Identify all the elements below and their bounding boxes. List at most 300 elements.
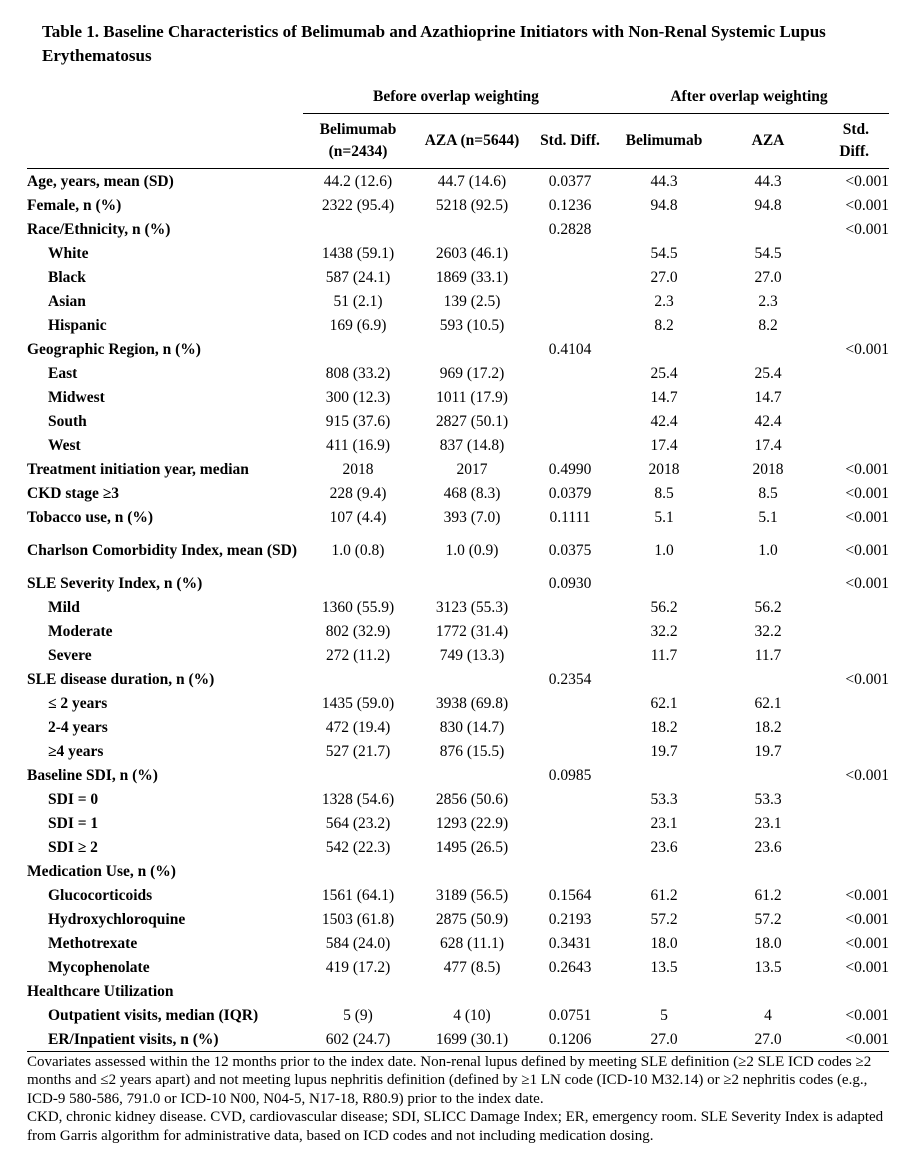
row-label: Moderate bbox=[48, 622, 113, 640]
cell-aza-after: 94.8 bbox=[754, 196, 782, 214]
cell-aza-after: 19.7 bbox=[754, 742, 782, 760]
table-row bbox=[27, 409, 889, 433]
cell-aza-before bbox=[413, 337, 531, 361]
cell-aza-before: 1699 (30.1) bbox=[413, 1027, 531, 1052]
table-row bbox=[27, 265, 889, 289]
cell-std-diff-before: 0.1111 bbox=[549, 508, 591, 526]
cell-std-diff-after bbox=[817, 265, 889, 289]
cell-belimumab-after: 8.5 bbox=[654, 484, 674, 502]
cell-aza-after bbox=[719, 337, 817, 361]
cell-belimumab-after: 61.2 bbox=[650, 886, 678, 904]
cell-belimumab-after bbox=[609, 571, 719, 595]
cell-belimumab-before: 527 (21.7) bbox=[325, 742, 391, 760]
cell-belimumab-after: 13.5 bbox=[650, 958, 678, 976]
cell-aza-before: 593 (10.5) bbox=[439, 316, 505, 334]
column-header-std-diff-before: Std. Diff. bbox=[531, 114, 609, 169]
cell-aza-after bbox=[719, 217, 817, 241]
column-header-aza-before: AZA (n=5644) bbox=[413, 114, 531, 169]
cell-aza-before: 44.7 (14.6) bbox=[437, 172, 507, 190]
table-row bbox=[27, 739, 889, 763]
cell-aza-after: 27.0 bbox=[754, 268, 782, 286]
row-label: ≥4 years bbox=[48, 742, 104, 760]
row-label: SDI ≥ 2 bbox=[48, 838, 98, 856]
cell-aza-before: 1869 (33.1) bbox=[435, 268, 509, 286]
cell-std-diff-before bbox=[531, 787, 609, 811]
cell-belimumab-after bbox=[609, 337, 719, 361]
cell-aza-after: 8.2 bbox=[758, 316, 778, 334]
cell-std-diff-after bbox=[817, 313, 889, 337]
cell-aza-after: 54.5 bbox=[754, 244, 782, 262]
cell-std-diff-after bbox=[817, 835, 889, 859]
cell-aza-before: 3123 (55.3) bbox=[435, 598, 509, 616]
cell-aza-after bbox=[719, 979, 817, 1003]
row-label: Baseline SDI, n (%) bbox=[27, 766, 158, 784]
cell-aza-after: 44.3 bbox=[754, 172, 782, 190]
table-row bbox=[27, 787, 889, 811]
table-row bbox=[27, 595, 889, 619]
cell-std-diff-after bbox=[817, 739, 889, 763]
row-label: Hydroxychloroquine bbox=[48, 910, 186, 928]
cell-std-diff-after: <0.001 bbox=[845, 196, 890, 214]
row-label: Tobacco use, n (%) bbox=[27, 508, 154, 526]
row-label: Female, n (%) bbox=[27, 196, 122, 214]
cell-aza-after: 23.6 bbox=[754, 838, 782, 856]
cell-std-diff-before bbox=[531, 643, 609, 667]
table-row bbox=[27, 361, 889, 385]
table-row bbox=[27, 715, 889, 739]
cell-aza-after: 13.5 bbox=[754, 958, 782, 976]
cell-aza-before: 1495 (26.5) bbox=[435, 838, 509, 856]
cell-std-diff-before: 0.2828 bbox=[548, 220, 592, 238]
row-label: Severe bbox=[48, 646, 92, 664]
cell-aza-before: 2827 (50.1) bbox=[435, 412, 509, 430]
cell-aza-before: 2017 bbox=[456, 460, 488, 478]
cell-std-diff-before: 0.0930 bbox=[548, 574, 592, 592]
cell-belimumab-before: 564 (23.2) bbox=[325, 814, 391, 832]
cell-aza-before: 1293 (22.9) bbox=[435, 814, 509, 832]
table-row bbox=[27, 433, 889, 457]
cell-aza-before: 477 (8.5) bbox=[443, 958, 501, 976]
cell-aza-after: 53.3 bbox=[754, 790, 782, 808]
row-label: Healthcare Utilization bbox=[27, 982, 174, 1000]
row-label: Hispanic bbox=[48, 316, 107, 334]
row-label: Asian bbox=[48, 292, 86, 310]
cell-std-diff-after: <0.001 bbox=[845, 340, 890, 358]
cell-aza-before: 3189 (56.5) bbox=[435, 886, 509, 904]
cell-std-diff-before bbox=[531, 265, 609, 289]
cell-belimumab-before bbox=[303, 217, 413, 241]
cell-belimumab-after: 54.5 bbox=[650, 244, 678, 262]
cell-aza-before: 1772 (31.4) bbox=[435, 622, 509, 640]
cell-belimumab-after: 5.1 bbox=[654, 508, 674, 526]
table-row bbox=[27, 691, 889, 715]
cell-belimumab-before: 1503 (61.8) bbox=[321, 910, 395, 928]
cell-belimumab-before: 2018 bbox=[342, 460, 374, 478]
group-header-before: Before overlap weighting bbox=[303, 84, 609, 114]
cell-belimumab-before: 1.0 (0.8) bbox=[331, 541, 385, 559]
row-label: Midwest bbox=[48, 388, 105, 406]
cell-aza-before: 749 (13.3) bbox=[439, 646, 505, 664]
cell-belimumab-after: 18.0 bbox=[650, 934, 678, 952]
cell-std-diff-before: 0.0379 bbox=[548, 484, 592, 502]
row-label: Treatment initiation year, median bbox=[27, 460, 249, 478]
cell-std-diff-before bbox=[531, 715, 609, 739]
cell-std-diff-before: 0.3431 bbox=[548, 934, 592, 952]
cell-belimumab-before: 1360 (55.9) bbox=[321, 598, 395, 616]
cell-std-diff-before bbox=[531, 835, 609, 859]
cell-aza-after: 4 bbox=[764, 1006, 772, 1024]
cell-aza-after: 2018 bbox=[752, 460, 784, 478]
cell-belimumab-before: 1328 (54.6) bbox=[321, 790, 395, 808]
cell-aza-before: 969 (17.2) bbox=[439, 364, 505, 382]
cell-belimumab-before: 272 (11.2) bbox=[326, 646, 390, 664]
row-label: SLE disease duration, n (%) bbox=[27, 670, 215, 688]
table-row bbox=[27, 1003, 889, 1027]
cell-belimumab-after: 2.3 bbox=[654, 292, 674, 310]
cell-aza-before: 830 (14.7) bbox=[439, 718, 505, 736]
table-row bbox=[27, 883, 889, 907]
table-row bbox=[27, 811, 889, 835]
row-label: 2-4 years bbox=[48, 718, 108, 736]
cell-aza-after: 5.1 bbox=[758, 508, 778, 526]
row-label: Race/Ethnicity, n (%) bbox=[27, 220, 171, 238]
cell-aza-after bbox=[719, 859, 817, 883]
cell-std-diff-before: 0.0377 bbox=[548, 172, 592, 190]
cell-std-diff-before bbox=[531, 361, 609, 385]
cell-std-diff-after: <0.001 bbox=[845, 574, 890, 592]
cell-belimumab-before: 411 (16.9) bbox=[326, 436, 390, 454]
row-label: Geographic Region, n (%) bbox=[27, 340, 201, 358]
cell-std-diff-before: 0.0751 bbox=[548, 1006, 592, 1024]
table-title: Table 1. Baseline Characteristics of Belimumab and Azathioprine Initiators with Non-Renal Systemic Lupus Erythematosus bbox=[42, 22, 826, 65]
cell-std-diff-before: 0.1206 bbox=[531, 1027, 609, 1052]
cell-aza-before: 2856 (50.6) bbox=[435, 790, 509, 808]
cell-aza-after bbox=[719, 667, 817, 691]
cell-std-diff-after: <0.001 bbox=[845, 934, 890, 952]
cell-std-diff-after: <0.001 bbox=[845, 460, 890, 478]
cell-belimumab-after: 44.3 bbox=[650, 172, 678, 190]
row-label: White bbox=[48, 244, 89, 262]
cell-aza-before bbox=[413, 979, 531, 1003]
cell-belimumab-before: 51 (2.1) bbox=[333, 292, 383, 310]
column-header-std-diff-after: Std. Diff. bbox=[817, 114, 889, 169]
cell-belimumab-after: 1.0 bbox=[654, 541, 674, 559]
cell-std-diff-after bbox=[817, 361, 889, 385]
row-label: CKD stage ≥3 bbox=[27, 484, 120, 502]
cell-belimumab-before: 808 (33.2) bbox=[325, 364, 391, 382]
row-label: South bbox=[48, 412, 87, 430]
cell-belimumab-after: 23.6 bbox=[650, 838, 678, 856]
table-row bbox=[27, 667, 889, 691]
cell-aza-after: 27.0 bbox=[719, 1027, 817, 1052]
group-header-row bbox=[27, 84, 889, 114]
cell-std-diff-before: 0.0375 bbox=[548, 541, 592, 559]
cell-std-diff-after: <0.001 bbox=[845, 910, 890, 928]
cell-aza-after bbox=[719, 571, 817, 595]
table-row bbox=[27, 931, 889, 955]
column-header-belimumab-before: Belimumab (n=2434) bbox=[303, 114, 413, 169]
cell-std-diff-before bbox=[531, 811, 609, 835]
cell-aza-before: 4 (10) bbox=[453, 1006, 491, 1024]
cell-belimumab-before: 602 (24.7) bbox=[303, 1027, 413, 1052]
cell-belimumab-before bbox=[303, 859, 413, 883]
column-header-row bbox=[27, 114, 889, 169]
table-row bbox=[27, 529, 889, 571]
cell-std-diff-after: <0.001 bbox=[845, 172, 890, 190]
table-row bbox=[27, 505, 889, 529]
cell-belimumab-before: 228 (9.4) bbox=[329, 484, 387, 502]
cell-belimumab-after bbox=[609, 217, 719, 241]
cell-belimumab-after bbox=[609, 763, 719, 787]
table-row bbox=[27, 217, 889, 241]
cell-belimumab-before: 169 (6.9) bbox=[329, 316, 387, 334]
cell-aza-before: 393 (7.0) bbox=[443, 508, 501, 526]
cell-std-diff-before bbox=[531, 979, 609, 1003]
cell-belimumab-after: 94.8 bbox=[650, 196, 678, 214]
cell-aza-after: 57.2 bbox=[754, 910, 782, 928]
cell-std-diff-before bbox=[531, 313, 609, 337]
table-footnotes bbox=[27, 1053, 889, 1145]
cell-aza-after bbox=[719, 763, 817, 787]
cell-aza-after: 56.2 bbox=[754, 598, 782, 616]
cell-belimumab-before bbox=[303, 979, 413, 1003]
cell-std-diff-before bbox=[531, 385, 609, 409]
cell-std-diff-after bbox=[817, 859, 889, 883]
cell-belimumab-after: 62.1 bbox=[650, 694, 678, 712]
cell-aza-after: 2.3 bbox=[758, 292, 778, 310]
cell-std-diff-before: 0.1236 bbox=[548, 196, 592, 214]
cell-belimumab-before: 1438 (59.1) bbox=[321, 244, 395, 262]
cell-std-diff-before bbox=[531, 409, 609, 433]
cell-belimumab-after: 14.7 bbox=[650, 388, 678, 406]
cell-belimumab-before: 44.2 (12.6) bbox=[323, 172, 393, 190]
cell-aza-after: 18.2 bbox=[754, 718, 782, 736]
table-row bbox=[27, 457, 889, 481]
cell-std-diff-before: 0.2193 bbox=[548, 910, 592, 928]
cell-aza-before: 1011 (17.9) bbox=[436, 388, 508, 406]
cell-std-diff-before: 0.4990 bbox=[548, 460, 592, 478]
cell-belimumab-before: 542 (22.3) bbox=[325, 838, 391, 856]
cell-belimumab-after: 27.0 bbox=[650, 268, 678, 286]
cell-std-diff-before bbox=[531, 739, 609, 763]
table-row bbox=[27, 571, 889, 595]
cell-std-diff-before bbox=[531, 289, 609, 313]
cell-belimumab-after: 19.7 bbox=[650, 742, 678, 760]
cell-belimumab-after: 25.4 bbox=[650, 364, 678, 382]
table-row bbox=[27, 619, 889, 643]
cell-belimumab-before: 419 (17.2) bbox=[325, 958, 391, 976]
cell-aza-before: 2603 (46.1) bbox=[435, 244, 509, 262]
row-label: SLE Severity Index, n (%) bbox=[27, 574, 203, 592]
column-header-belimumab-after: Belimumab bbox=[609, 114, 719, 169]
cell-aza-before bbox=[413, 217, 531, 241]
table-row bbox=[27, 337, 889, 361]
row-label: ER/Inpatient visits, n (%) bbox=[27, 1027, 303, 1052]
table-row bbox=[27, 955, 889, 979]
row-label: SDI = 1 bbox=[48, 814, 99, 832]
cell-aza-before: 3938 (69.8) bbox=[435, 694, 509, 712]
cell-std-diff-after: <0.001 bbox=[845, 766, 890, 784]
cell-std-diff-after: <0.001 bbox=[845, 670, 890, 688]
cell-std-diff-before bbox=[531, 859, 609, 883]
row-label: Mild bbox=[48, 598, 80, 616]
cell-aza-before: 1.0 (0.9) bbox=[445, 541, 499, 559]
cell-belimumab-after: 56.2 bbox=[650, 598, 678, 616]
row-label: Black bbox=[48, 268, 86, 286]
cell-std-diff-after bbox=[817, 787, 889, 811]
cell-std-diff-after: <0.001 bbox=[845, 958, 890, 976]
row-label: Mycophenolate bbox=[48, 958, 150, 976]
cell-belimumab-before: 1435 (59.0) bbox=[321, 694, 395, 712]
cell-belimumab-before: 802 (32.9) bbox=[325, 622, 391, 640]
cell-belimumab-before: 2322 (95.4) bbox=[321, 196, 395, 214]
cell-belimumab-before: 587 (24.1) bbox=[325, 268, 391, 286]
cell-std-diff-after bbox=[817, 643, 889, 667]
cell-belimumab-after: 23.1 bbox=[650, 814, 678, 832]
cell-std-diff-after bbox=[817, 241, 889, 265]
row-label: West bbox=[48, 436, 81, 454]
table-row bbox=[27, 859, 889, 883]
cell-belimumab-after: 53.3 bbox=[650, 790, 678, 808]
cell-aza-before bbox=[413, 859, 531, 883]
cell-belimumab-after: 5 bbox=[660, 1006, 668, 1024]
cell-std-diff-before: 0.0985 bbox=[548, 766, 592, 784]
column-header-aza-after: AZA bbox=[719, 114, 817, 169]
cell-aza-after: 62.1 bbox=[754, 694, 782, 712]
table-row bbox=[27, 643, 889, 667]
cell-std-diff-after: <0.001 bbox=[845, 886, 890, 904]
table-row bbox=[27, 241, 889, 265]
cell-std-diff-after: <0.001 bbox=[845, 220, 890, 238]
footnote-abbreviations: CKD, chronic kidney disease. CVD, cardiovascular disease; SDI, SLICC Damage Index; ER, emergency room. SLE Severity Index is adapted from Garris algorithm for administrative data, based on ICD codes and not including medication dosing. bbox=[27, 1109, 884, 1144]
cell-belimumab-before: 472 (19.4) bbox=[325, 718, 391, 736]
cell-aza-before: 2875 (50.9) bbox=[435, 910, 509, 928]
cell-belimumab-after bbox=[609, 859, 719, 883]
cell-std-diff-before bbox=[531, 691, 609, 715]
cell-std-diff-before: 0.1564 bbox=[548, 886, 592, 904]
cell-aza-before: 876 (15.5) bbox=[439, 742, 505, 760]
table-row bbox=[27, 193, 889, 217]
cell-belimumab-before bbox=[303, 337, 413, 361]
cell-std-diff-before: 0.4104 bbox=[548, 340, 592, 358]
table-row bbox=[27, 979, 889, 1003]
cell-std-diff-before: 0.2354 bbox=[548, 670, 592, 688]
cell-std-diff-after bbox=[817, 691, 889, 715]
cell-aza-after: 32.2 bbox=[754, 622, 782, 640]
cell-std-diff-after: <0.001 bbox=[845, 484, 890, 502]
row-label: Charlson Comorbidity Index, mean (SD) bbox=[27, 541, 297, 559]
cell-belimumab-before: 5 (9) bbox=[343, 1006, 373, 1024]
cell-std-diff-after: <0.001 bbox=[817, 1027, 889, 1052]
cell-belimumab-after: 17.4 bbox=[650, 436, 678, 454]
cell-aza-after: 1.0 bbox=[758, 541, 778, 559]
cell-aza-after: 61.2 bbox=[754, 886, 782, 904]
cell-aza-after: 23.1 bbox=[754, 814, 782, 832]
cell-belimumab-after: 27.0 bbox=[609, 1027, 719, 1052]
cell-aza-after: 18.0 bbox=[754, 934, 782, 952]
cell-aza-before: 837 (14.8) bbox=[439, 436, 505, 454]
cell-std-diff-before bbox=[531, 619, 609, 643]
cell-std-diff-after: <0.001 bbox=[845, 508, 890, 526]
row-label: East bbox=[48, 364, 78, 382]
row-label: Medication Use, n (%) bbox=[27, 862, 176, 880]
cell-belimumab-before: 915 (37.6) bbox=[325, 412, 391, 430]
cell-aza-before bbox=[413, 571, 531, 595]
table-row bbox=[27, 385, 889, 409]
cell-std-diff-after bbox=[817, 409, 889, 433]
cell-std-diff-after bbox=[817, 811, 889, 835]
cell-belimumab-after: 32.2 bbox=[650, 622, 678, 640]
cell-std-diff-after bbox=[817, 433, 889, 457]
cell-std-diff-after: <0.001 bbox=[845, 541, 890, 559]
row-label: Age, years, mean (SD) bbox=[27, 172, 174, 190]
row-label: SDI = 0 bbox=[48, 790, 99, 808]
cell-aza-after: 25.4 bbox=[754, 364, 782, 382]
cell-belimumab-after: 8.2 bbox=[654, 316, 674, 334]
table-row bbox=[27, 1027, 889, 1052]
cell-aza-after: 14.7 bbox=[754, 388, 782, 406]
cell-belimumab-before: 300 (12.3) bbox=[325, 388, 391, 406]
row-label: Outpatient visits, median (IQR) bbox=[48, 1006, 259, 1024]
cell-belimumab-after bbox=[609, 667, 719, 691]
cell-belimumab-before: 107 (4.4) bbox=[329, 508, 387, 526]
table-row bbox=[27, 907, 889, 931]
cell-std-diff-after bbox=[817, 289, 889, 313]
cell-belimumab-after: 57.2 bbox=[650, 910, 678, 928]
cell-aza-after: 8.5 bbox=[758, 484, 778, 502]
cell-aza-before: 139 (2.5) bbox=[443, 292, 501, 310]
cell-aza-before bbox=[413, 763, 531, 787]
cell-std-diff-after bbox=[817, 715, 889, 739]
cell-belimumab-before bbox=[303, 571, 413, 595]
table-row bbox=[27, 763, 889, 787]
row-label: Methotrexate bbox=[48, 934, 138, 952]
table-row bbox=[27, 835, 889, 859]
cell-aza-before: 468 (8.3) bbox=[443, 484, 501, 502]
cell-belimumab-after: 2018 bbox=[648, 460, 680, 478]
cell-belimumab-before bbox=[303, 667, 413, 691]
cell-belimumab-after: 11.7 bbox=[650, 646, 678, 664]
cell-std-diff-after bbox=[817, 595, 889, 619]
table-row bbox=[27, 313, 889, 337]
cell-belimumab-after: 42.4 bbox=[650, 412, 678, 430]
cell-belimumab-before: 584 (24.0) bbox=[325, 934, 391, 952]
cell-std-diff-before bbox=[531, 241, 609, 265]
cell-aza-before: 5218 (92.5) bbox=[435, 196, 509, 214]
cell-std-diff-after bbox=[817, 385, 889, 409]
footnote-covariates: Covariates assessed within the 12 months prior to the index date. Non-renal lupus defined by meeting SLE definition (≥2 SLE ICD codes ≥2 months and ≤2 years apart) and not meeting lupus nephritis definition (defined by ≥1 LN code (ICD-10 M32.14) or ≥2 nephritis codes (e.g., ICD-9 580-586, 791.0 or ICD-10 N00, N04-5, N17-18, R80.9) prior to the index date. bbox=[27, 1054, 872, 1107]
group-header-after: After overlap weighting bbox=[609, 84, 889, 114]
cell-belimumab-before: 1561 (64.1) bbox=[321, 886, 395, 904]
table-row bbox=[27, 481, 889, 505]
cell-std-diff-after bbox=[817, 979, 889, 1003]
cell-aza-before bbox=[413, 667, 531, 691]
cell-std-diff-after bbox=[817, 619, 889, 643]
cell-std-diff-before bbox=[531, 595, 609, 619]
cell-aza-after: 11.7 bbox=[754, 646, 782, 664]
cell-std-diff-before: 0.2643 bbox=[548, 958, 592, 976]
table-row bbox=[27, 289, 889, 313]
baseline-characteristics-table bbox=[27, 84, 889, 1052]
cell-belimumab-after: 18.2 bbox=[650, 718, 678, 736]
cell-aza-after: 42.4 bbox=[754, 412, 782, 430]
cell-belimumab-after bbox=[609, 979, 719, 1003]
cell-aza-before: 628 (11.1) bbox=[440, 934, 504, 952]
cell-belimumab-before bbox=[303, 763, 413, 787]
cell-std-diff-after: <0.001 bbox=[845, 1006, 890, 1024]
row-label: Glucocorticoids bbox=[48, 886, 153, 904]
row-label: ≤ 2 years bbox=[48, 694, 108, 712]
